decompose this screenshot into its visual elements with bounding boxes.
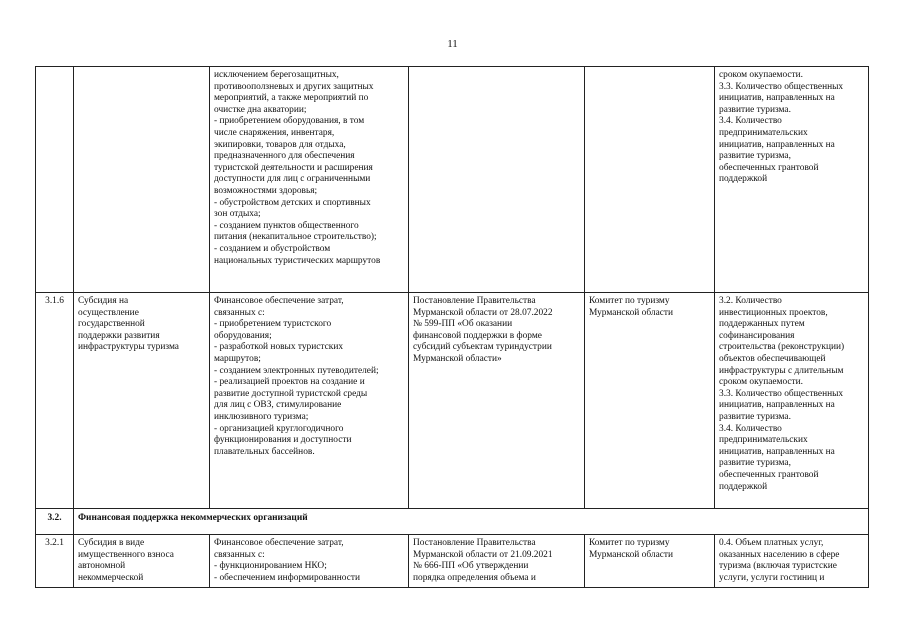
indicators-cell [715,535,869,588]
cell-text-line: Финансовое обеспечение затрат, [214,296,344,306]
cell-text-line: 3.2. Количество [719,296,782,306]
cell-text-line: - организацией круглогодичного [214,423,344,434]
cell-text-line: строительства (реконструкции) [719,342,845,353]
cell-text-line: - функционированием НКО; [214,561,327,572]
cell-text-line: обеспеченных грантовой [719,469,819,480]
cell-text-line: - разработкой новых туристских [214,342,344,353]
cell-text-line: 3.3. Количество общественных [719,81,844,92]
cell-text-line: Комитет по туризму [589,296,670,306]
section-title: Финансовая поддержка некоммерческих организаций [74,509,869,535]
cell-text-line: - созданием пунктов общественного [214,220,359,231]
cell-text-line: 3.4. Количество [719,423,782,434]
cell-text-line: - приобретением туристского [214,319,332,330]
cell-text-line: 0.4. Объем платных услуг, [719,538,824,548]
cell-text-line: инициатив, направленных на [719,93,835,104]
legal-document-cell [409,535,585,588]
measure-name-cell [74,293,210,509]
cell-text-line: некоммерческой [78,572,144,583]
cell-text-line: мероприятий, а также мероприятий по [214,93,369,104]
description-cell [210,293,409,509]
cell-text-line: объектов обеспечивающей [719,353,826,364]
cell-text-line: инфраструктуры туризма [78,342,179,353]
table-row [36,293,869,509]
cell-text-line: Мурманской области» [413,353,502,364]
table-row [36,535,869,588]
cell-text-line: государственной [78,319,145,330]
cell-text-line: имущественного взноса [78,549,174,560]
cell-text-line: автономной [78,561,126,572]
cell-text-line: связанных с: [214,307,265,318]
description-cell [210,67,409,293]
cell-text-line: - созданием электронных путеводителей; [214,365,379,376]
section-number: 3.2. [36,509,74,535]
cell-text-line: Финансовое обеспечение затрат, [214,538,344,548]
cell-text-line: национальных туристических маршрутов [214,255,381,266]
cell-text-line: инклюзивного туризма; [214,411,309,422]
cell-text-line: инициатив, направленных на [719,400,835,411]
cell-text-line: Постановление Правительства [413,296,536,306]
cell-text-line: исключением берегозащитных, [214,70,339,80]
indicators-cell [715,67,869,293]
cell-text-line: финансовой поддержки в форме [413,330,542,341]
cell-text-line: зон отдыха; [214,209,261,220]
cell-text-line: - обеспечением информированности [214,572,361,583]
cell-text-line: предпринимательских [719,435,808,446]
cell-text-line: инвестиционных проектов, [719,307,828,318]
cell-text-line: оказанных населению в сфере [719,549,840,560]
cell-text-line: очистке дна акватории; [214,104,307,115]
cell-text-line: Мурманской области от 28.07.2022 [413,307,553,318]
cell-text-line: противооползневых и других защитных [214,81,374,92]
measures-table [35,66,869,588]
row-number-cell: 3.2.1 [36,535,74,588]
cell-text-line: обеспеченных грантовой [719,162,819,173]
cell-text-line: маршрутов; [214,353,261,364]
cell-text-line: развитие туризма, [719,151,791,162]
cell-text-line: 3.3. Количество общественных [719,388,844,399]
table-row [36,67,869,293]
cell-text-line: Субсидия на [78,296,129,306]
cell-text-line: предназначенного для обеспечения [214,151,355,162]
page-number: 11 [447,38,458,50]
cell-text-line: оборудования; [214,330,272,341]
cell-text-line: экипировки, товаров для отдыха, [214,139,346,150]
cell-text-line: софинансирования [719,330,795,341]
cell-text-line: осуществление [78,307,139,318]
cell-text-line: Мурманской области [589,549,674,560]
cell-text-line: функционирования и доступности [214,435,352,446]
cell-text-line: Субсидия в виде [78,538,145,548]
cell-text-line: услуги, услуги гостиниц и [719,572,825,583]
legal-document-cell [409,293,585,509]
cell-text-line: связанных с: [214,549,265,560]
cell-text-line: Мурманской области от 21.09.2021 [413,549,553,560]
cell-text-line: Мурманской области [589,307,674,318]
cell-text-line: поддержки развития [78,330,160,341]
cell-text-line: предпринимательских [719,127,808,138]
cell-text-line: субсидий субъектам туриндустрии [413,342,552,353]
cell-text-line: Комитет по туризму [589,538,670,548]
cell-text-line: инициатив, направленных на [719,139,835,150]
cell-text-line: возможностями здоровья; [214,185,318,196]
cell-text-line: - обустройством детских и спортивных [214,197,371,208]
legal-document-cell [409,67,585,293]
cell-text-line: № 666-ПП «Об утверждении [413,561,529,572]
row-number-cell [36,67,74,293]
responsible-cell [585,293,715,509]
cell-text-line: развитие туризма, [719,458,791,469]
cell-text-line: числе снаряжения, инвентаря, [214,127,335,138]
indicators-cell [715,293,869,509]
cell-text-line: доступности для лиц с ограниченными [214,174,371,185]
cell-text-line: развитие туризма. [719,104,791,115]
section-row [36,509,869,535]
cell-text-line: № 599-ПП «Об оказании [413,319,513,330]
cell-text-line: поддержанных путем [719,319,805,330]
cell-text-line: инициатив, направленных на [719,446,835,457]
cell-text-line: сроком окупаемости. [719,377,804,388]
row-number-cell: 3.1.6 [36,293,74,509]
cell-text-line: плавательных бассейнов. [214,446,315,457]
responsible-cell [585,535,715,588]
cell-text-line: развитие доступной туристской среды [214,388,368,399]
cell-text-line: - реализацией проектов на создание и [214,377,365,388]
cell-text-line: 3.4. Количество [719,116,782,127]
cell-text-line: инфраструктуры с длительным [719,365,844,376]
cell-text-line: питания (некапитальное строительство); [214,232,377,243]
measure-name-cell [74,67,210,293]
cell-text-line: туристской деятельности и расширения [214,162,373,173]
responsible-cell [585,67,715,293]
measure-name-cell [74,535,210,588]
cell-text-line: поддержкой [719,481,768,492]
cell-text-line: для лиц с ОВЗ, стимулирование [214,400,342,411]
cell-text-line: порядка определения объема и [413,572,536,583]
cell-text-line: - созданием и обустройством [214,243,331,254]
cell-text-line: - приобретением оборудования, в том [214,116,365,127]
cell-text-line: сроком окупаемости. [719,70,804,80]
description-cell [210,535,409,588]
cell-text-line: развитие туризма. [719,411,791,422]
cell-text-line: Постановление Правительства [413,538,536,548]
cell-text-line: поддержкой [719,174,768,185]
cell-text-line: туризма (включая туристские [719,561,837,572]
